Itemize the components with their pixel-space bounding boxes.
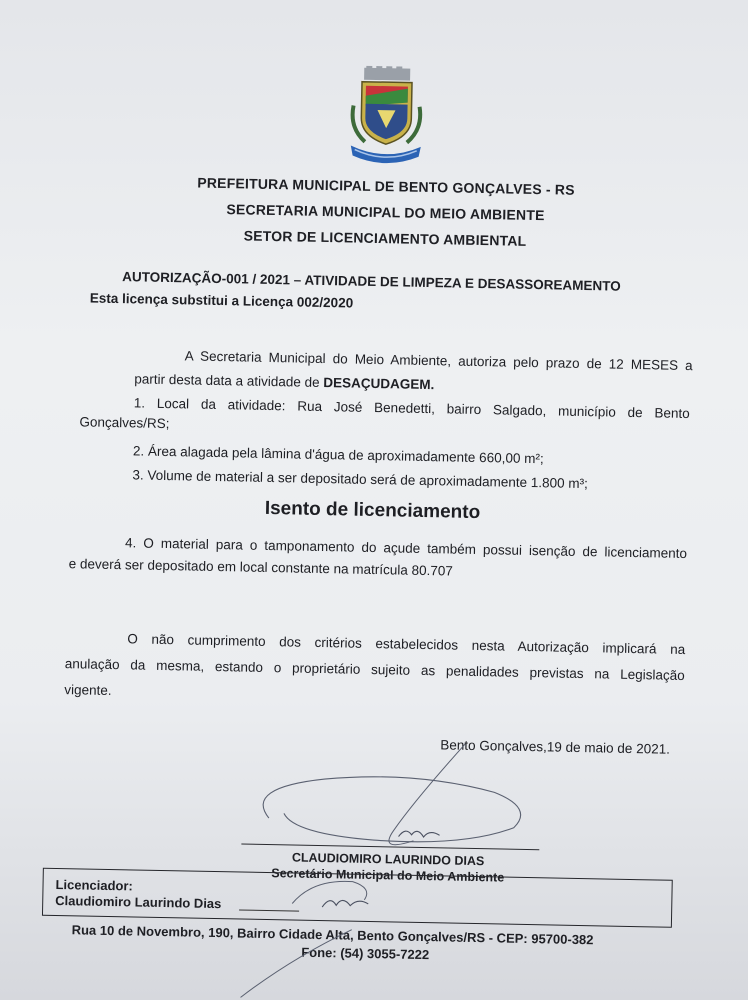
intro-line-1: A Secretaria Municipal do Meio Ambiente, autoriza pelo prazo de 12 MESES a bbox=[184, 348, 693, 374]
item-1-line-2: Gonçalves/RS; bbox=[79, 414, 170, 432]
footer-phone: Fone: (54) 3055-7222 bbox=[301, 944, 430, 963]
header-line-secretariat: SECRETARIA MUNICIPAL DO MEIO AMBIENTE bbox=[226, 201, 545, 224]
licensor-name: Claudiomiro Laurindo Dias bbox=[55, 892, 222, 912]
licensor-signature-line bbox=[239, 909, 299, 911]
warning-line-1: O não cumprimento dos critérios estabelecidos nesta Autorização implicará na bbox=[127, 631, 686, 658]
exempt-heading: Isento de licenciamento bbox=[264, 497, 481, 524]
authorization-title: AUTORIZAÇÃO-001 / 2021 – ATIVIDADE DE LIMPEZA E DESASSOREAMENTO bbox=[122, 269, 621, 294]
date-place: Bento Gonçalves,19 de maio de 2021. bbox=[440, 737, 671, 757]
municipal-coat-of-arms-icon bbox=[344, 65, 428, 167]
item-3: 3. Volume de material a ser depositado será de aproximadamente 1.800 m³; bbox=[132, 467, 589, 492]
item-2: 2. Área alagada pela lâmina d'água de aproximadamente 660,00 m²; bbox=[132, 443, 544, 467]
signatory-name: CLAUDIOMIRO LAURINDO DIAS bbox=[291, 850, 485, 869]
item-4-line-1: 4. O material para o tamponamento do açude também possui isenção de licenciamento bbox=[124, 535, 688, 562]
item-1-line-1: 1. Local da atividade: Rua José Benedetti, bairro Salgado, município de Bento bbox=[133, 395, 690, 422]
warning-line-3: vigente. bbox=[64, 682, 112, 698]
header-line-municipality: PREFEITURA MUNICIPAL DE BENTO GONÇALVES - RS bbox=[197, 174, 575, 198]
intro-line-2 bbox=[134, 369, 434, 395]
intro-line-2-text: partir desta data a atividade de bbox=[134, 371, 324, 391]
item-4-line-2: e deverá ser depositado em local constante na matrícula 80.707 bbox=[68, 556, 454, 579]
footer-address: Rua 10 de Novembro, 190, Bairro Cidade Alta, Bento Gonçalves/RS - CEP: 95700-382 bbox=[71, 922, 594, 948]
warning-line-2: anulação da mesma, estando o proprietário sujeito as penalidades previstas na Legislação bbox=[64, 656, 685, 683]
signature-line bbox=[241, 844, 539, 851]
licensor-box bbox=[42, 868, 673, 928]
substitution-note: Esta licença substitui a Licença 002/2020 bbox=[89, 290, 354, 311]
header-line-sector: SETOR DE LICENCIAMENTO AMBIENTAL bbox=[243, 227, 527, 249]
signatory-role: Secretário Municipal do Meio Ambiente bbox=[271, 866, 505, 885]
activity-name: DESAÇUDAGEM. bbox=[323, 375, 435, 393]
licensor-label: Licenciador: bbox=[55, 876, 133, 894]
